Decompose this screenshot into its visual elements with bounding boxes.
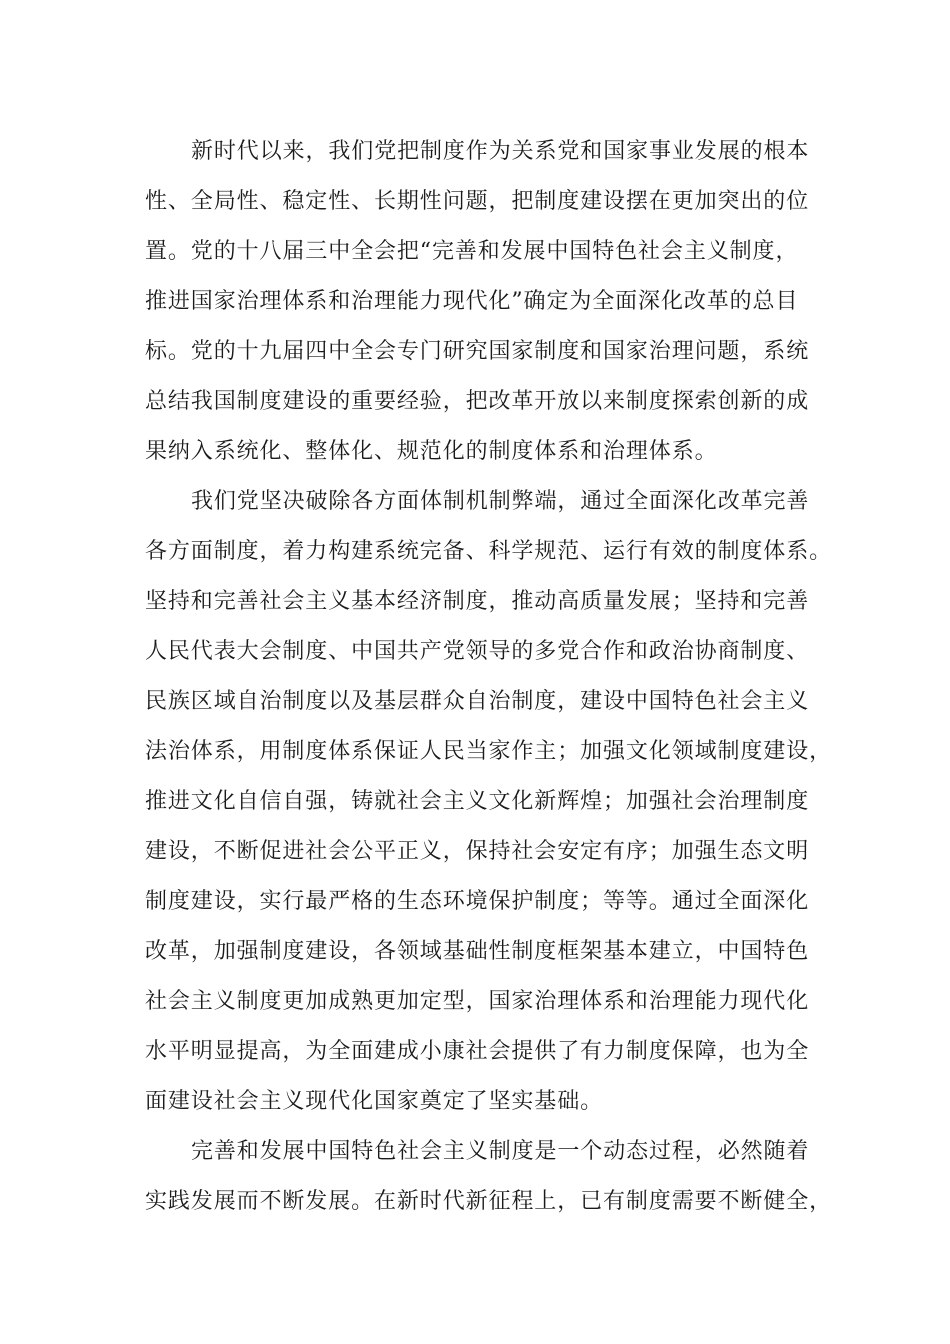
paragraph-2 [145, 477, 835, 1127]
paragraph-line: 我们党坚决破除各方面体制机制弊端，通过全面深化改革完善 [191, 489, 810, 514]
paragraph-line: 新时代以来，我们党把制度作为关系党和国家事业发展的根本 [191, 139, 810, 164]
paragraph-line: 总结我国制度建设的重要经验，把改革开放以来制度探索创新的成 [145, 389, 810, 414]
paragraph-1 [145, 127, 835, 477]
paragraph-line: 果纳入系统化、整体化、规范化的制度体系和治理体系。 [145, 439, 718, 464]
paragraph-line: 制度建设，实行最严格的生态环境保护制度；等等。通过全面深化 [145, 889, 810, 914]
paragraph-line: 完善和发展中国特色社会主义制度是一个动态过程，必然随着 [191, 1139, 810, 1164]
paragraph-line: 实践发展而不断发展。在新时代新征程上，已有制度需要不断健全， [145, 1189, 833, 1214]
paragraph-line: 推进国家治理体系和治理能力现代化”确定为全面深化改革的总目 [145, 289, 799, 314]
paragraph-line: 各方面制度，着力构建系统完备、科学规范、运行有效的制度体系。 [145, 539, 833, 564]
paragraph-line: 水平明显提高，为全面建成小康社会提供了有力制度保障，也为全 [145, 1039, 810, 1064]
paragraph-line: 人民代表大会制度、中国共产党领导的多党合作和政治协商制度、 [145, 639, 810, 664]
paragraph-line: 改革，加强制度建设，各领域基础性制度框架基本建立，中国特色 [145, 939, 810, 964]
paragraph-line: 推进文化自信自强，铸就社会主义文化新辉煌；加强社会治理制度 [145, 789, 810, 814]
paragraph-line: 建设，不断促进社会公平正义，保持社会安定有序；加强生态文明 [145, 839, 810, 864]
paragraph-line: 标。党的十九届四中全会专门研究国家制度和国家治理问题，系统 [145, 339, 810, 364]
paragraph-line: 民族区域自治制度以及基层群众自治制度，建设中国特色社会主义 [145, 689, 810, 714]
paragraph-line: 置。党的十八届三中全会把“完善和发展中国特色社会主义制度， [145, 239, 799, 264]
paragraph-line: 坚持和完善社会主义基本经济制度，推动高质量发展；坚持和完善 [145, 589, 810, 614]
paragraph-line: 面建设社会主义现代化国家奠定了坚实基础。 [145, 1089, 604, 1114]
paragraph-line: 性、全局性、稳定性、长期性问题，把制度建设摆在更加突出的位 [145, 189, 810, 214]
paragraph-line: 法治体系，用制度体系保证人民当家作主；加强文化领域制度建设， [145, 739, 833, 764]
document-body [145, 127, 835, 1227]
paragraph-3 [145, 1127, 835, 1227]
paragraph-line: 社会主义制度更加成熟更加定型，国家治理体系和治理能力现代化 [145, 989, 810, 1014]
